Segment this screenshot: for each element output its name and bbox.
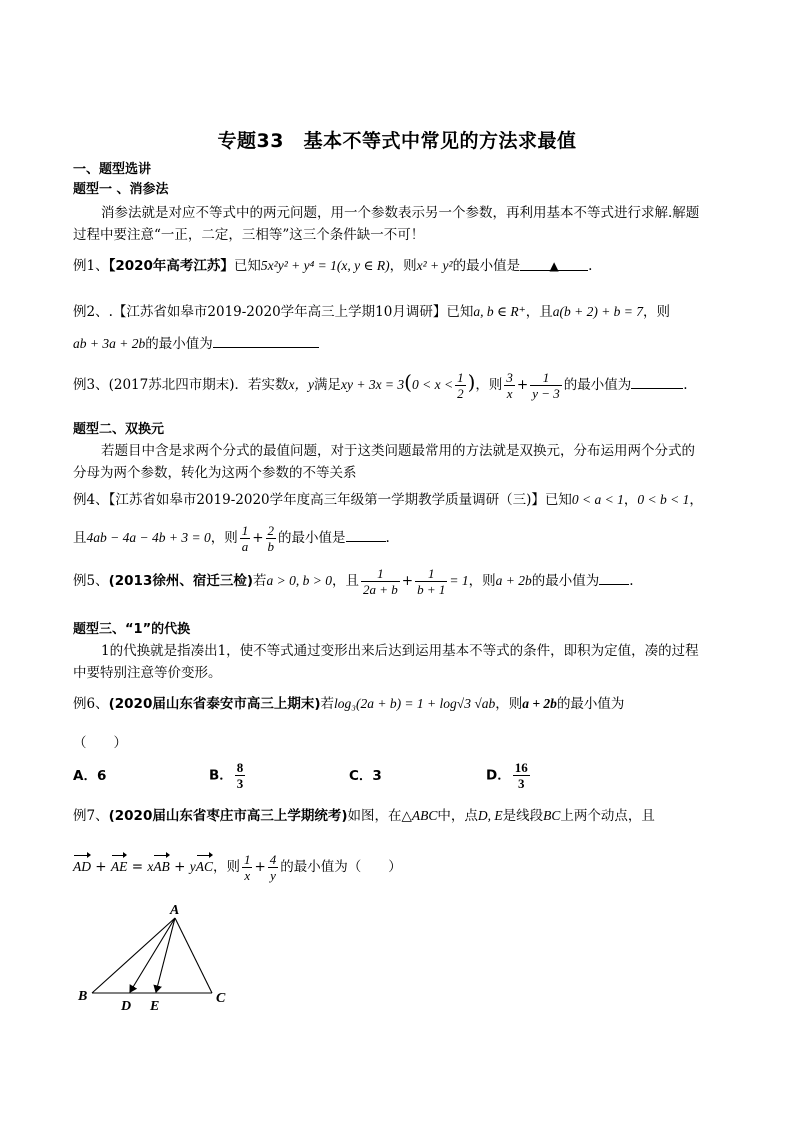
ex6-text: 的最小值为 bbox=[556, 696, 625, 712]
option-fraction bbox=[235, 760, 246, 791]
fraction-numerator: 8 bbox=[236, 760, 244, 775]
ex1-text: 已知 bbox=[233, 258, 261, 274]
ex5-source: (2013徐州、宿迁三检) bbox=[108, 573, 254, 589]
fraction-denominator: 2 bbox=[457, 386, 464, 401]
example-7 bbox=[73, 806, 655, 826]
ex2-text: ，且 bbox=[525, 304, 553, 320]
ex5-answer-blank bbox=[599, 570, 629, 585]
ex4-condition-1: 0 < a < 1 bbox=[571, 492, 624, 507]
section-heading: 一、题型选讲 bbox=[73, 162, 152, 177]
fraction-numerator: 16 bbox=[514, 760, 528, 775]
ex2-condition-1: a, b ∈ R⁺ bbox=[473, 304, 526, 319]
ex2-label: 例2、 bbox=[73, 304, 109, 320]
ex2-source: .【江苏省如皋市2019-2020学年高三上学期10月调研】 bbox=[108, 304, 447, 320]
ex7-text: 中，点 bbox=[437, 808, 478, 824]
type1-heading: 题型一 、消参法 bbox=[73, 182, 169, 197]
option-key: B． bbox=[209, 767, 233, 784]
type3-heading: 题型三、“1”的代换 bbox=[73, 622, 191, 637]
ex7-segment: BC bbox=[543, 808, 561, 823]
side-ac bbox=[175, 918, 212, 993]
ex4-text: ，则 bbox=[210, 530, 238, 546]
ex2-text: 的最小值为 bbox=[145, 336, 213, 352]
ex6-source: (2020届山东省泰安市高三上期末) bbox=[108, 696, 321, 712]
ex1-text: ，则 bbox=[389, 258, 417, 274]
vector-ae-arrow bbox=[156, 918, 175, 992]
ex3-range-fraction bbox=[455, 370, 466, 401]
ex5-fraction-1 bbox=[361, 566, 400, 597]
ex6-paren: （ ） bbox=[73, 735, 127, 751]
ex7-text: 是线段 bbox=[502, 808, 544, 824]
option-value: 6 bbox=[96, 768, 107, 784]
ex3-label: 例3、 bbox=[73, 377, 109, 393]
ex4-fraction-1 bbox=[240, 523, 251, 554]
ex7-label: 例7、 bbox=[73, 808, 109, 824]
vector-ad: AD bbox=[73, 857, 91, 877]
ex1-source: 【2020年高考江苏】 bbox=[108, 258, 234, 274]
example-2-cont bbox=[73, 333, 319, 354]
ex5-label: 例5、 bbox=[73, 573, 109, 589]
fraction-denominator: y bbox=[270, 868, 276, 883]
ex3-vars: x，y bbox=[288, 377, 314, 392]
ex3-text: ．若实数 bbox=[234, 377, 289, 393]
fraction-numerator: 2 bbox=[267, 523, 275, 538]
ex5-text: 的最小值为 bbox=[531, 573, 600, 589]
ex4-source: 【江苏省如皋市2019-2020学年度高三年级第一学期教学质量调研（三)】 bbox=[108, 492, 545, 508]
option-key: C． bbox=[349, 768, 373, 784]
ex2-text: ，则 bbox=[643, 304, 671, 320]
ex3-condition: xy + 3x = 3 bbox=[340, 377, 405, 392]
ex5-condition: a > 0, b > 0 bbox=[266, 573, 332, 588]
ex7-text: 上两个动点，且 bbox=[560, 808, 655, 824]
vertex-label-c: C bbox=[216, 991, 226, 1006]
ex7-points: D, E bbox=[477, 808, 503, 823]
ex7-text: 的最小值为（ ） bbox=[280, 859, 402, 875]
ex4-condition-2: 0 < b < 1 bbox=[637, 492, 690, 507]
vector-ab: AB bbox=[153, 857, 170, 877]
example-6 bbox=[73, 694, 624, 714]
ex6-expression: a + 2b bbox=[522, 696, 557, 711]
ex2-text: 已知 bbox=[446, 304, 474, 320]
ex7-text: ，则 bbox=[212, 859, 240, 875]
ex4-text: ， bbox=[623, 492, 638, 508]
vector-ad-arrow bbox=[130, 918, 175, 992]
ex3-text: 的最小值为 bbox=[563, 377, 632, 393]
ex5-fraction-2 bbox=[415, 566, 447, 597]
fraction-numerator: 3 bbox=[506, 370, 513, 385]
ex2-answer-blank bbox=[213, 333, 319, 348]
fraction-numerator: 1 bbox=[241, 523, 249, 538]
ex7-triangle: △ABC bbox=[401, 808, 438, 823]
ex7-fraction-1 bbox=[242, 852, 253, 883]
fraction-numerator: 1 bbox=[243, 852, 251, 867]
ex4-label: 例4、 bbox=[73, 492, 109, 508]
ex3-fraction-1 bbox=[504, 370, 515, 401]
ex7-text: 如图，在 bbox=[347, 808, 402, 824]
option-d[interactable] bbox=[486, 760, 532, 791]
fraction-numerator: 1 bbox=[361, 566, 400, 582]
fraction-denominator: 2a + b bbox=[363, 582, 398, 597]
ex7-fraction-2 bbox=[268, 852, 279, 883]
ex5-text: ，则 bbox=[468, 573, 496, 589]
triangle-mark-icon: ▲ bbox=[549, 259, 559, 273]
option-value: 3 bbox=[372, 768, 382, 784]
fraction-denominator: b + 1 bbox=[417, 582, 446, 597]
ex7-source: (2020届山东省枣庄市高三上学期统考) bbox=[108, 808, 348, 824]
ex6-text: ，则 bbox=[495, 696, 523, 712]
example-7-cont: AD + AE = xAB + yAC，则 $\frac{1}{x}$ + $\frac{4}{y}$ 的最小值为（ ） bbox=[73, 852, 402, 883]
fraction-denominator: 3 bbox=[517, 776, 525, 791]
fraction-numerator: 4 bbox=[269, 852, 277, 867]
ex5-text: 若 bbox=[253, 573, 267, 589]
vertex-label-b: B bbox=[78, 989, 88, 1004]
ex4-text: 已知 bbox=[544, 492, 572, 508]
ex6-condition: log₃(2a + b) = 1 + log√3 √ab bbox=[334, 696, 496, 711]
option-key: A． bbox=[73, 768, 97, 784]
ex4-text: 且 bbox=[73, 530, 87, 546]
example-5: 例5、(2013徐州、宿迁三检)若a > 0, b > 0，且 $\frac{1}{2a + b}$ + $\frac{1}{b + 1}$ = 1，则a + 2b的最小值为 . bbox=[73, 566, 634, 597]
type3-desc-2: 中要特别注意等价变形。 bbox=[73, 665, 222, 681]
ex4-text: ， bbox=[689, 492, 703, 508]
type1-desc-2: 过程中要注意“一正，二定，三相等”这三个条件缺一不可！ bbox=[73, 227, 425, 243]
ex2-condition-2: a(b + 2) + b = 7 bbox=[552, 304, 644, 319]
type3-desc-1: 1的代换就是指凑出1，使不等式通过变形出来后达到运用基本不等式的条件，即积为定值，凑的过程 bbox=[101, 643, 699, 659]
vector-ac: AC bbox=[196, 857, 213, 877]
ex1-answer-blank bbox=[520, 256, 588, 271]
ex3-text: 满足 bbox=[313, 377, 341, 393]
ex3-source: (2017苏北四市期末) bbox=[108, 377, 235, 393]
fraction-denominator: x bbox=[506, 386, 513, 401]
fraction-numerator: 1 bbox=[457, 370, 464, 385]
fraction-numerator: 1 bbox=[530, 370, 562, 386]
ex2-expression: ab + 3a + 2b bbox=[73, 336, 146, 351]
point-label-d: D bbox=[121, 999, 132, 1014]
ex1-condition: 5x²y² + y⁴ = 1(x, y ∈ R) bbox=[260, 258, 390, 273]
ex4-fraction-2 bbox=[266, 523, 277, 554]
ex3-answer-blank bbox=[631, 374, 683, 389]
type2-desc-1: 若题目中含是求两个分式的最值问题，对于这类问题最常用的方法就是双换元，分布运用两个分式的 bbox=[101, 443, 695, 459]
fraction-denominator: 3 bbox=[236, 776, 244, 791]
ex1-label: 例1、 bbox=[73, 258, 109, 274]
example-4-cont: 且4ab − 4a − 4b + 3 = 0，则 $\frac{1}{a}$ + $\frac{2}{b}$ 的最小值是 . bbox=[73, 523, 390, 554]
triangle-figure bbox=[70, 900, 240, 1015]
vector-ae: AE bbox=[111, 857, 128, 877]
ex3-range: 0 < x < bbox=[411, 377, 454, 392]
fraction-denominator: b bbox=[267, 539, 275, 554]
side-ab bbox=[92, 918, 175, 993]
option-a[interactable] bbox=[73, 764, 106, 784]
example-1: 例1、【2020年高考江苏】已知5x²y² + y⁴ = 1(x, y ∈ R)，则x² + y²的最小值是 ▲ . bbox=[73, 258, 593, 274]
option-b[interactable] bbox=[209, 760, 247, 791]
fraction-denominator: x bbox=[244, 868, 251, 883]
page-title: 专题33 基本不等式中常见的方法求最值 bbox=[217, 130, 577, 152]
option-c[interactable] bbox=[349, 764, 382, 784]
ex6-text: 若 bbox=[320, 696, 335, 712]
option-fraction bbox=[513, 760, 530, 791]
ex5-equals: = 1 bbox=[449, 573, 469, 588]
type1-desc-1: 消参法就是对应不等式中的两元问题，用一个参数表示另一个参数，再利用基本不等式进行求解.解题 bbox=[101, 205, 700, 221]
option-key: D． bbox=[486, 767, 511, 784]
ex3-fraction-2 bbox=[530, 370, 562, 401]
type2-heading: 题型二、双换元 bbox=[73, 422, 165, 437]
ex4-text: 的最小值是 bbox=[278, 530, 346, 546]
example-3: 例3、(2017苏北四市期末)．若实数x，y满足xy + 3x = 3(0 < x < $\frac{1}{2}$ )，则 $\frac{3}{x}$ + $\frac{1}{y - 3}$ 的最小值为 . bbox=[73, 370, 688, 401]
vertex-label-a: A bbox=[170, 903, 180, 918]
ex3-text: ，则 bbox=[475, 377, 503, 393]
ex1-target: x² + y² bbox=[416, 258, 453, 273]
ex5-expression: a + 2b bbox=[495, 573, 532, 588]
fraction-denominator: a bbox=[241, 539, 249, 554]
example-4 bbox=[73, 490, 703, 510]
ex5-text: ，且 bbox=[332, 573, 359, 589]
type2-desc-2: 分母为两个参数，转化为这两个参数的不等关系 bbox=[73, 465, 357, 481]
ex4-answer-blank bbox=[346, 527, 386, 542]
example-2 bbox=[73, 302, 670, 322]
ex6-label: 例6、 bbox=[73, 696, 109, 712]
fraction-numerator: 1 bbox=[415, 566, 447, 582]
point-label-e: E bbox=[150, 999, 160, 1014]
ex1-text: 的最小值是 bbox=[452, 258, 521, 274]
ex4-condition-3: 4ab − 4a − 4b + 3 = 0 bbox=[86, 530, 211, 545]
fraction-denominator: y − 3 bbox=[532, 386, 560, 401]
